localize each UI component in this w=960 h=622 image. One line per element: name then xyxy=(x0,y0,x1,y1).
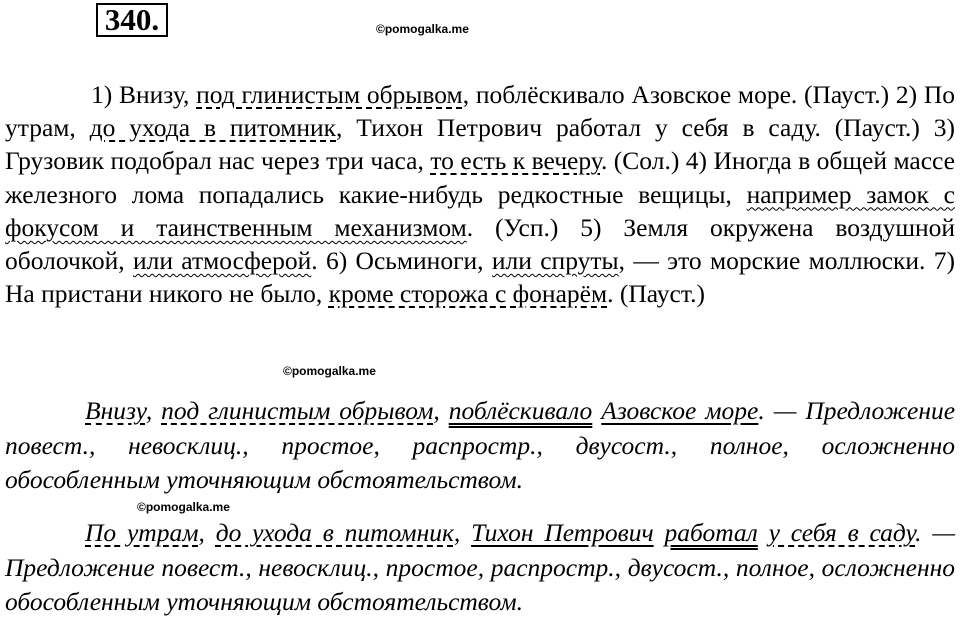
predicate: работал xyxy=(664,518,758,547)
sentence-analysis-2 xyxy=(5,516,955,620)
task-number: 340. xyxy=(96,3,168,37)
separator: , xyxy=(198,518,216,547)
isolated-member: кроме сторожа с фонарём xyxy=(328,279,608,309)
analysis-description: . — Предложение повест., невосклиц., простое, распростр., двусост., полное, осложненно обособленным уточняющим обстоятельством. xyxy=(5,396,956,494)
isolated-member: или атмосферой xyxy=(132,246,312,276)
watermark: ©pomogalka.me xyxy=(376,22,469,36)
isolated-member: например замок с фокусом и таинственным механизмом xyxy=(5,179,955,242)
text-fragment: Внизу, xyxy=(118,80,197,109)
predicate: поблёскивало xyxy=(448,396,593,425)
isolated-member: до ухода в питомник xyxy=(89,113,337,143)
separator xyxy=(592,396,601,425)
separator: , xyxy=(145,396,162,425)
watermark: ©pomogalka.me xyxy=(137,500,230,514)
separator: , xyxy=(453,518,472,547)
text-fragment: , Тихон Петрович работал у себя в саду. (Пауст.) 3) Грузовик подобрал нас через три часа, xyxy=(5,113,955,176)
text-fragment: . (Усп.) 5) Земля окружена воздушной оболочкой, xyxy=(5,212,956,276)
adverbial: у себя в саду xyxy=(768,518,916,547)
text-fragment: . (Сол.) 4) Иногда в общей массе железного лома попадались какие-нибудь редкостные вещицы, xyxy=(5,146,955,209)
separator: , xyxy=(433,396,449,425)
separator xyxy=(654,518,665,547)
adverbial: под глинистым обрывом xyxy=(161,396,434,425)
text-fragment: 1) xyxy=(91,80,119,109)
analysis-description: . — Предложение повест., невосклиц., простое, распростр., двусост., полное, осложненно обособленным уточняющим обстоятельством. xyxy=(5,518,956,616)
adverbial: По утрам xyxy=(85,518,199,547)
isolated-member: то есть к вечеру xyxy=(430,146,601,176)
adverbial: Внизу xyxy=(85,396,146,425)
watermark: ©pomogalka.me xyxy=(283,364,376,378)
text-fragment: . (Пауст.) xyxy=(607,279,705,309)
sentence-analysis-1 xyxy=(5,394,955,498)
text-fragment: , поблёскивало Азовское море. (Пауст.) 2) По утрам, xyxy=(5,80,955,143)
text-fragment: . 6) Осьминоги, xyxy=(311,246,492,276)
isolated-member: под глинистым обрывом xyxy=(196,80,463,109)
text-fragment: , — это морские моллюски. 7) На пристани никого не было, xyxy=(5,246,955,309)
isolated-member: или спруты xyxy=(491,246,619,276)
subject: Азовское море xyxy=(601,396,759,425)
subject: Тихон Петрович xyxy=(471,518,654,547)
adverbial: до ухода в питомник xyxy=(215,518,454,547)
task-text xyxy=(5,78,955,310)
separator xyxy=(758,518,769,547)
